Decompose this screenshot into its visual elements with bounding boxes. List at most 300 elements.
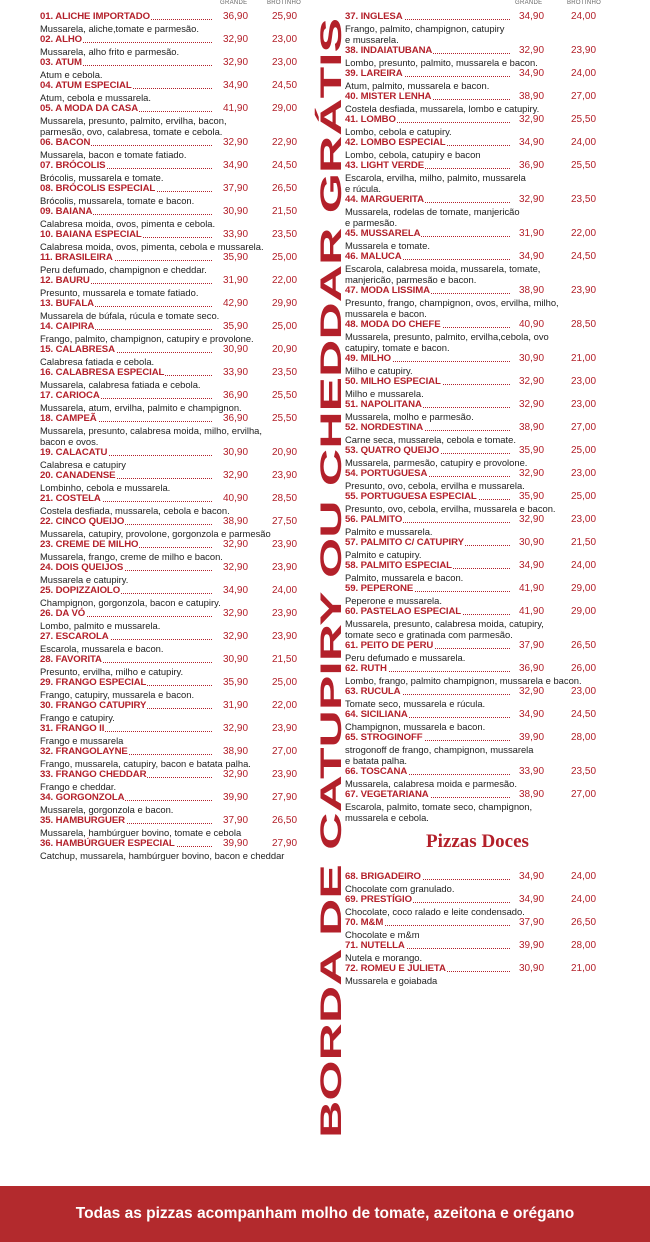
menu-item-row [345, 468, 610, 480]
menu-item-description: Mussarela, hambúrguer bovino, tomate e cebola [40, 827, 242, 838]
menu-item [40, 229, 312, 252]
menu-item-name: 25. DOPIZZAIOLO [40, 585, 121, 596]
menu-item-row [40, 390, 312, 402]
menu-item-row [40, 137, 312, 149]
price-small: 29,00 [571, 606, 597, 617]
price-small: 27,90 [272, 792, 298, 803]
price-small: 27,00 [571, 91, 597, 102]
menu-item-description: Palmito, mussarela e bacon. [345, 572, 464, 583]
menu-item-description: e mussarela. [345, 34, 399, 45]
menu-item [40, 815, 312, 838]
menu-item-description: Mussarela, calabresa fatiada e cebola. [40, 379, 201, 390]
right-menu-column [345, 0, 610, 986]
menu-item [345, 422, 610, 445]
menu-item-row [40, 34, 312, 46]
menu-item-name: 64. SICILIANA [345, 709, 408, 720]
price-small: 23,90 [272, 631, 298, 642]
menu-item [345, 160, 610, 194]
menu-item-row [345, 228, 610, 240]
menu-item-row [40, 792, 312, 804]
menu-item-description: Mussarela, catupiry, provolone, gorgonzola e parmesão [40, 528, 271, 539]
menu-item-row [345, 11, 610, 23]
menu-item-name: 27. ESCAROLA [40, 631, 109, 642]
price-large: 32,90 [519, 376, 545, 387]
menu-item [40, 413, 312, 447]
menu-item-name: 03. ATUM [40, 57, 82, 68]
menu-item-description: Calabresa fatiada e cebola. [40, 356, 155, 367]
menu-item-name: 68. BRIGADEIRO [345, 871, 421, 882]
price-small: 23,50 [272, 229, 298, 240]
menu-item-name: 11. BRASILEIRA [40, 252, 113, 263]
menu-item [40, 654, 312, 677]
menu-item [345, 376, 610, 399]
price-small: 23,00 [272, 34, 298, 45]
menu-item-row [345, 732, 610, 744]
menu-item [345, 91, 610, 114]
price-small: 28,00 [571, 732, 597, 743]
price-large: 32,90 [519, 45, 545, 56]
price-small: 23,50 [571, 766, 597, 777]
menu-item-description: Atum, cebola e mussarela. [40, 92, 151, 103]
menu-item-name: 34. GORGONZOLA [40, 792, 125, 803]
menu-item-row [40, 229, 312, 241]
menu-item-row [345, 766, 610, 778]
menu-item-description: Lombo, palmito e mussarela. [40, 620, 161, 631]
menu-item-description: Frango, catupiry, mussarela e bacon. [40, 689, 195, 700]
menu-item-description: Frango, palmito, champignon, catupiry [345, 23, 505, 34]
vertical-banner [310, 8, 350, 1156]
header-small-right: BROTINHO [567, 0, 602, 6]
menu-item-row [345, 399, 610, 411]
menu-item-name: 32. FRANGOLAYNE [40, 746, 128, 757]
menu-item [40, 838, 312, 861]
price-large: 32,90 [223, 57, 249, 68]
menu-item-description: Escarola, calabresa moida, mussarela, tomate, [345, 263, 541, 274]
price-large: 30,90 [519, 963, 545, 974]
menu-item-row [345, 583, 610, 595]
price-small: 26,50 [272, 183, 298, 194]
price-small: 23,00 [571, 376, 597, 387]
price-small: 23,00 [571, 686, 597, 697]
menu-item-name: 63. RUCULA [345, 686, 401, 697]
menu-item [40, 367, 312, 390]
menu-item-name: 24. DOIS QUEIJOS [40, 562, 124, 573]
menu-item-name: 23. CREME DE MILHO [40, 539, 139, 550]
menu-item-row [345, 663, 610, 675]
price-large: 41,90 [223, 103, 249, 114]
menu-item [345, 917, 610, 940]
menu-item [40, 34, 312, 57]
menu-item-row [345, 45, 610, 57]
menu-item [40, 103, 312, 137]
menu-item-row [40, 838, 312, 850]
menu-item-name: 37. INGLESA [345, 11, 403, 22]
menu-item-row [40, 413, 312, 425]
price-small: 28,50 [272, 493, 298, 504]
price-small: 27,00 [571, 789, 597, 800]
menu-item-name: 07. BRÓCOLIS [40, 160, 106, 171]
price-small: 27,50 [272, 516, 298, 527]
price-small: 22,90 [272, 137, 298, 148]
menu-item-description: Mussarela, presunto, calabresa moida, milho, ervilha, [40, 425, 262, 436]
price-small: 21,00 [571, 353, 597, 364]
menu-item-description: Lombo, frango, palmito champignon, mussarela e bacon. [345, 675, 582, 686]
price-small: 27,90 [272, 838, 298, 849]
menu-item-row [345, 353, 610, 365]
menu-item-name: 48. MODA DO CHEFE [345, 319, 441, 330]
menu-item-row [40, 80, 312, 92]
menu-item-description: Lombo, cebola, catupiry e bacon [345, 149, 481, 160]
menu-item-row [40, 447, 312, 459]
price-large: 36,90 [223, 11, 249, 22]
menu-item-description: Chocolate e m&m [345, 929, 420, 940]
menu-item-description: Chocolate, coco ralado e leite condensado. [345, 906, 525, 917]
menu-item-row [345, 194, 610, 206]
menu-item-row [40, 723, 312, 735]
menu-item-row [40, 57, 312, 69]
menu-item-description: Presunto, ovo, cebola, ervilha, mussarela e bacon. [345, 503, 556, 514]
price-large: 30,90 [223, 344, 249, 355]
menu-item-description: Mussarela, calabresa moida e parmesão. [345, 778, 517, 789]
menu-item [345, 491, 610, 514]
menu-item-name: 71. NUTELLA [345, 940, 405, 951]
menu-item-description: Escarola, ervilha, milho, palmito, mussarela [345, 172, 526, 183]
menu-item-name: 43. LIGHT VERDE [345, 160, 424, 171]
menu-item-description: Escarola, palmito, tomate seco, champignon, [345, 801, 533, 812]
menu-item-row [345, 491, 610, 503]
price-large: 36,90 [519, 160, 545, 171]
menu-item-description: Mussarela, atum, ervilha, palmito e champignon. [40, 402, 242, 413]
menu-item-row [40, 746, 312, 758]
menu-item-description: Mussarela, bacon e tomate fatiado. [40, 149, 187, 160]
price-large: 39,90 [223, 792, 249, 803]
price-small: 23,90 [571, 45, 597, 56]
price-large: 31,90 [223, 275, 249, 286]
menu-item [40, 390, 312, 413]
menu-item-name: 58. PALMITO ESPECIAL [345, 560, 452, 571]
menu-item-row [345, 319, 610, 331]
menu-item-row [40, 769, 312, 781]
menu-item-row [345, 940, 610, 952]
price-large: 34,90 [519, 871, 545, 882]
menu-item [40, 470, 312, 493]
menu-item [345, 606, 610, 640]
price-large: 32,90 [223, 137, 249, 148]
price-large: 37,90 [223, 815, 249, 826]
price-small: 23,50 [571, 194, 597, 205]
menu-item [345, 468, 610, 491]
menu-item-description: Mussarela e catupiry. [40, 574, 129, 585]
menu-item-row [345, 160, 610, 172]
menu-item-name: 29. FRANGO ESPECIAL [40, 677, 147, 688]
price-small: 26,00 [571, 663, 597, 674]
price-small: 20,90 [272, 344, 298, 355]
menu-item-name: 09. BAIANA [40, 206, 93, 217]
menu-item-description: parmesão, ovo, calabresa, tomate e cebola. [40, 126, 223, 137]
menu-item [40, 137, 312, 160]
menu-item-description: Tomate seco, mussarela e rúcula. [345, 698, 486, 709]
menu-item [40, 321, 312, 344]
menu-item-description: Mussarela, aliche,tomate e parmesão. [40, 23, 199, 34]
menu-item-row [40, 608, 312, 620]
price-small: 24,50 [272, 80, 298, 91]
menu-item-description: Escarola, mussarela e bacon. [40, 643, 164, 654]
menu-item [40, 723, 312, 746]
price-large: 38,90 [223, 516, 249, 527]
price-small: 25,00 [272, 321, 298, 332]
menu-item-name: 30. FRANGO CATUPIRY [40, 700, 147, 711]
price-small: 24,00 [571, 137, 597, 148]
menu-item [345, 686, 610, 709]
menu-item-row [345, 537, 610, 549]
menu-item-row [40, 631, 312, 643]
menu-item-description: Atum e cebola. [40, 69, 103, 80]
menu-item [40, 631, 312, 654]
menu-item-description: Costela desfiada, mussarela, lombo e catupiry. [345, 103, 540, 114]
price-small: 24,00 [571, 871, 597, 882]
menu-item [40, 275, 312, 298]
price-small: 23,50 [272, 367, 298, 378]
menu-item-description: Calabresa e catupiry [40, 459, 126, 470]
price-small: 24,00 [571, 894, 597, 905]
menu-item-description: Atum, palmito, mussarela e bacon. [345, 80, 490, 91]
menu-item [345, 228, 610, 251]
menu-item-description: Milho e mussarela. [345, 388, 424, 399]
menu-item-row [40, 539, 312, 551]
menu-item-row [345, 917, 610, 929]
price-large: 30,90 [223, 654, 249, 665]
price-large: 39,90 [519, 732, 545, 743]
menu-item-description: Frango, mussarela, catupiry, bacon e batata palha. [40, 758, 251, 769]
menu-item-row [40, 103, 312, 115]
menu-item-name: 67. VEGETARIANA [345, 789, 429, 800]
menu-item [345, 560, 610, 583]
menu-item [40, 677, 312, 700]
menu-item [40, 206, 312, 229]
menu-item-row [345, 871, 610, 883]
menu-item-description: Frango e catupiry. [40, 712, 115, 723]
menu-item-description: Palmito e catupiry. [345, 549, 422, 560]
price-large: 36,90 [223, 390, 249, 401]
menu-item-description: Lombo, cebola e catupiry. [345, 126, 452, 137]
menu-item-description: Calabresa moida, ovos, pimenta e cebola. [40, 218, 216, 229]
price-small: 28,50 [571, 319, 597, 330]
price-large: 32,90 [223, 608, 249, 619]
price-header-right [345, 0, 610, 11]
price-small: 24,50 [571, 709, 597, 720]
price-small: 23,90 [272, 769, 298, 780]
menu-item [40, 57, 312, 80]
menu-item [345, 663, 610, 686]
price-small: 25,90 [272, 11, 298, 22]
price-large: 38,90 [519, 285, 545, 296]
header-large-right: GRANDE [515, 0, 543, 6]
menu-item-description: Mussarela, presunto, palmito, ervilha, bacon, [40, 115, 227, 126]
menu-item-row [40, 700, 312, 712]
menu-item-row [345, 137, 610, 149]
menu-item-row [345, 91, 610, 103]
menu-item [40, 344, 312, 367]
menu-item-description: Mussarela, alho frito e parmesão. [40, 46, 180, 57]
price-large: 34,90 [223, 80, 249, 91]
menu-item-name: 18. CAMPEÃ [40, 413, 97, 424]
menu-item-name: 16. CALABRESA ESPECIAL [40, 367, 165, 378]
menu-item-description: Calabresa moida, ovos, pimenta, cebola e mussarela. [40, 241, 264, 252]
right-item-list [345, 11, 610, 823]
price-large: 34,90 [223, 160, 249, 171]
menu-item [40, 80, 312, 103]
menu-item-description: bacon e ovos. [40, 436, 99, 447]
menu-item-description: Mussarela, molho e parmesão. [345, 411, 474, 422]
price-large: 34,90 [519, 137, 545, 148]
price-large: 37,90 [519, 640, 545, 651]
menu-item-name: 21. COSTELA [40, 493, 101, 504]
menu-item-name: 61. PEITO DE PERU [345, 640, 434, 651]
price-small: 24,50 [571, 251, 597, 262]
menu-item-name: 15. CALABRESA [40, 344, 115, 355]
menu-item-name: 41. LOMBO [345, 114, 396, 125]
menu-item-name: 06. BACON [40, 137, 91, 148]
menu-item-name: 08. BRÓCOLIS ESPECIAL [40, 183, 156, 194]
price-small: 23,90 [272, 470, 298, 481]
menu-item-description: catupiry, tomate e bacon. [345, 342, 450, 353]
price-large: 32,90 [223, 539, 249, 550]
menu-item-description: Frango, palmito, champignon, catupiry e provolone. [40, 333, 254, 344]
menu-item-row [40, 585, 312, 597]
price-large: 31,90 [223, 700, 249, 711]
price-small: 29,00 [571, 583, 597, 594]
price-small: 23,90 [272, 723, 298, 734]
menu-item [345, 137, 610, 160]
menu-item [345, 114, 610, 137]
menu-item [345, 709, 610, 732]
menu-item-description: Presunto, frango, champignon, ovos, ervilha, milho, [345, 297, 559, 308]
menu-item-name: 20. CANADENSE [40, 470, 116, 481]
menu-item [345, 251, 610, 285]
header-small: BROTINHO [267, 0, 302, 6]
menu-item-row [40, 275, 312, 287]
price-large: 33,90 [519, 766, 545, 777]
menu-item-name: 17. CARIOCA [40, 390, 100, 401]
price-small: 23,00 [571, 399, 597, 410]
price-large: 36,90 [223, 413, 249, 424]
menu-item-row [345, 789, 610, 801]
menu-item-description: tomate seco e gratinada com parmesão. [345, 629, 513, 640]
menu-item-name: 31. FRANGO II [40, 723, 105, 734]
menu-item-name: 53. QUATRO QUEIJO [345, 445, 440, 456]
menu-item [40, 516, 312, 539]
price-large: 32,90 [519, 514, 545, 525]
price-large: 34,90 [519, 251, 545, 262]
menu-item-row [345, 514, 610, 526]
sweets-section-title: Pizzas Doces [426, 831, 529, 852]
menu-item-row [40, 562, 312, 574]
menu-item [345, 640, 610, 663]
menu-item-description: Mussarela, parmesão, catupiry e provolone. [345, 457, 528, 468]
price-large: 33,90 [223, 229, 249, 240]
menu-item-name: 12. BAURU [40, 275, 90, 286]
menu-item-name: 66. TOSCANA [345, 766, 408, 777]
menu-item [345, 514, 610, 537]
price-small: 25,50 [272, 413, 298, 424]
sweet-item-list [345, 871, 610, 986]
menu-item-description: Mussarela, presunto, palmito, ervilha,cebola, ovo [345, 331, 549, 342]
price-small: 22,00 [272, 700, 298, 711]
menu-item [345, 789, 610, 823]
menu-item [40, 792, 312, 815]
menu-item [345, 766, 610, 789]
menu-item-description: Champignon, mussarela e bacon. [345, 721, 486, 732]
menu-item-description: Mussarela, presunto, calabresa moida, catupiry, [345, 618, 544, 629]
menu-item-description: mussarela e cebola. [345, 812, 429, 823]
menu-item-name: 52. NORDESTINA [345, 422, 424, 433]
menu-item-row [40, 298, 312, 310]
menu-item-row [345, 422, 610, 434]
menu-item-name: 44. MARGUERITA [345, 194, 424, 205]
menu-item [345, 353, 610, 376]
price-large: 35,90 [223, 321, 249, 332]
price-small: 23,00 [571, 514, 597, 525]
menu-item-name: 49. MILHO [345, 353, 392, 364]
price-large: 32,90 [223, 723, 249, 734]
menu-item-name: 47. MODA LISSIMA [345, 285, 430, 296]
menu-item-row [345, 376, 610, 388]
menu-item-name: 56. PALMITO [345, 514, 403, 525]
menu-item-description: strogonoff de frango, champignon, mussarela [345, 744, 534, 755]
menu-item-name: 69. PRESTÍGIO [345, 894, 412, 905]
menu-item-row [40, 160, 312, 172]
price-large: 32,90 [519, 194, 545, 205]
menu-item-row [40, 11, 312, 23]
price-large: 30,90 [519, 353, 545, 364]
menu-item-description: Lombo, presunto, palmito, mussarela e bacon. [345, 57, 538, 68]
price-large: 34,90 [519, 709, 545, 720]
price-small: 23,90 [272, 608, 298, 619]
menu-item [345, 194, 610, 228]
price-small: 26,50 [272, 815, 298, 826]
menu-item-name: 51. NAPOLITANA [345, 399, 422, 410]
price-large: 42,90 [223, 298, 249, 309]
footer-text: Todas as pizzas acompanham molho de tomate, azeitona e orégano [75, 1205, 575, 1222]
menu-item-name: 02. ALHO [40, 34, 83, 45]
menu-item-name: 26. DA VÓ [40, 608, 86, 619]
price-large: 40,90 [223, 493, 249, 504]
menu-item-name: 13. BUFALA [40, 298, 94, 309]
menu-item [345, 68, 610, 91]
menu-item-name: 40. MISTER LENHA [345, 91, 432, 102]
menu-item-description: Palmito e mussarela. [345, 526, 433, 537]
menu-item-name: 39. LAREIRA [345, 68, 403, 79]
menu-item-description: Presunto, ervilha, milho e catupiry. [40, 666, 184, 677]
price-small: 25,00 [571, 445, 597, 456]
menu-item-name: 50. MILHO ESPECIAL [345, 376, 441, 387]
price-large: 36,90 [519, 663, 545, 674]
menu-item-name: 28. FAVORITA [40, 654, 102, 665]
menu-item [40, 700, 312, 723]
price-small: 23,90 [571, 285, 597, 296]
price-large: 38,90 [519, 422, 545, 433]
price-large: 32,90 [223, 631, 249, 642]
menu-item-row [40, 654, 312, 666]
price-large: 30,90 [223, 206, 249, 217]
menu-item-description: Peru defumado, champignon e cheddar. [40, 264, 207, 275]
menu-item-description: Presunto, ovo, cebola, ervilha e mussarela. [345, 480, 525, 491]
price-large: 30,90 [519, 537, 545, 548]
price-large: 34,90 [223, 585, 249, 596]
menu-item-name: 36. HAMBÚRGUER ESPECIAL [40, 838, 175, 849]
menu-item-row [40, 321, 312, 333]
menu-item-description: Mussarela, gorgonzola e bacon. [40, 804, 174, 815]
